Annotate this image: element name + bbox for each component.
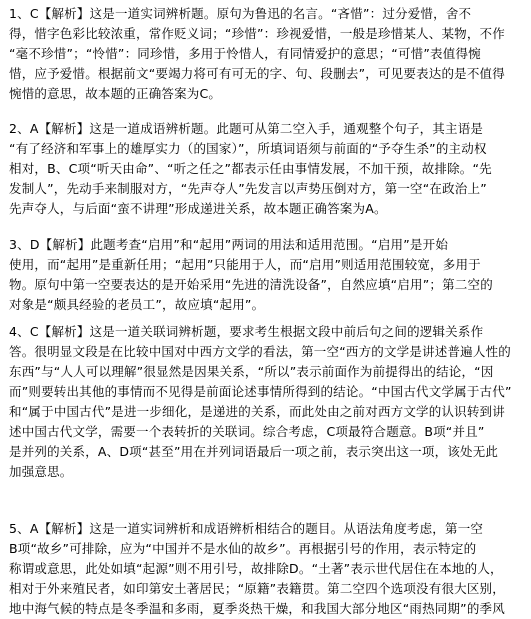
paragraph-line: 3、D【解析】此题考查“启用”和“起用”两词的用法和适用范围。“启用”是开始 [9,237,449,252]
answer-explanation-5 [9,519,521,619]
paragraph-line: 东西”与“人人可以理解”很显然是因果关系，“所以”表示前面作为前提得出的结论，“因 [9,364,494,379]
answer-explanation-1 [9,4,521,104]
answer-explanation-3 [9,235,521,315]
paragraph-line: 述中国古代文学，需要一个表转折的关联词。综合考虑，C项最符合题意。B项“并且” [9,424,485,439]
paragraph-line: 加强意思。 [9,464,73,479]
paragraph-line: 对象是“颇具经验的老员工”，故应填“起用”。 [9,297,265,312]
paragraph-line: 惜，应予爱惜。根据前文“要竭力将可有可无的字、句、段删去”，可见要表达的是不值得 [9,66,505,81]
paragraph-line: 物。原句中第一空要表达的是开始采用“先进的清洗设备”，自然应填“启用”；第二空的 [9,277,493,292]
paragraph-line: 相对于外来殖民者，如印第安土著居民；“原籍”表籍贯。第二空四个选项没有很大区别， [9,581,505,596]
paragraph-line: 使用，而“起用”是重新任用；“起用”只能用于人，而“启用”则适用范围较宽，多用于 [9,257,481,272]
paragraph-line: 和“属于中国古代”是进一步细化，是递进的关系，而此处由之前对西方文学的认识转到讲 [9,404,505,419]
paragraph-line: 称谓或意思，此处如填“起源”则不用引号，故排除D。“土著”表示世代居住在本地的人， [9,561,503,576]
paragraph-line: 相对，B、C项“听天由命”、“听之任之”都表示任由事情发展，不加干预，故排除。“先 [9,161,492,176]
answer-explanation-2 [9,119,521,219]
paragraph-line: 惋惜的意思，故本题的正确答案为C。 [9,86,222,101]
paragraph-line: 地中海气候的特点是冬季温和多雨，夏季炎热干燥，和我国大部分地区“雨热同期”的季风 [9,601,505,616]
paragraph-line: “有了经济和军事上的雄厚实力（的国家）”，所填词语须与前面的“予夺生杀”的主动权 [9,141,487,156]
paragraph-line: 答。很明显文段是在比较中国对中西方文学的看法，第一空“西方的文学是讲述普遍人性的 [9,344,511,359]
paragraph-line: 4、C【解析】这是一道关联词辨析题，要求考生根据文段中前后句之间的逻辑关系作 [9,324,484,339]
paragraph-line: 是并列的关系，A、D项“甚至”用在并列词语最后一项之前，表示突出这一项，该处无此 [9,444,499,459]
paragraph-line: 发制人”，先动手来制服对方，“先声夺人”先发言以声势压倒对方，第一空“在政治上” [9,181,487,196]
paragraph-line: 先声夺人，与后面“蛮不讲理”形成递进关系，故本题正确答案为A。 [9,201,387,216]
paragraph-line: 而”则要转出其他的事情而不见得是前面论述事情所得到的结论。“中国古代文学属于古代” [9,384,512,399]
answer-explanation-4 [9,322,521,482]
paragraph-line: 2、A【解析】这是一道成语辨析题。此题可从第二空入手，通观整个句子，其主语是 [9,121,484,136]
paragraph-line: 1、C【解析】这是一道实词辨析题。原句为鲁迅的名言。“吝惜”：过分爱惜，舍不 [9,6,472,21]
paragraph-line: “毫不珍惜”；“怜惜”：同珍惜，多用于怜惜人，有同情爱护的意思；“可惜”表值得惋 [9,46,481,61]
paragraph-line: 得，惜字色彩比较浓重，常作贬义词；“珍惜”：珍视爱惜，一般是珍惜某人、某物，不作 [9,26,505,41]
paragraph-line: 5、A【解析】这是一道实词辨析和成语辨析相结合的题目。从语法角度考虑，第一空 [9,521,484,536]
paragraph-line: B项“故乡”可排除，应为“中国并不是水仙的故乡”。再根据引号的作用，表示特定的 [9,541,477,556]
